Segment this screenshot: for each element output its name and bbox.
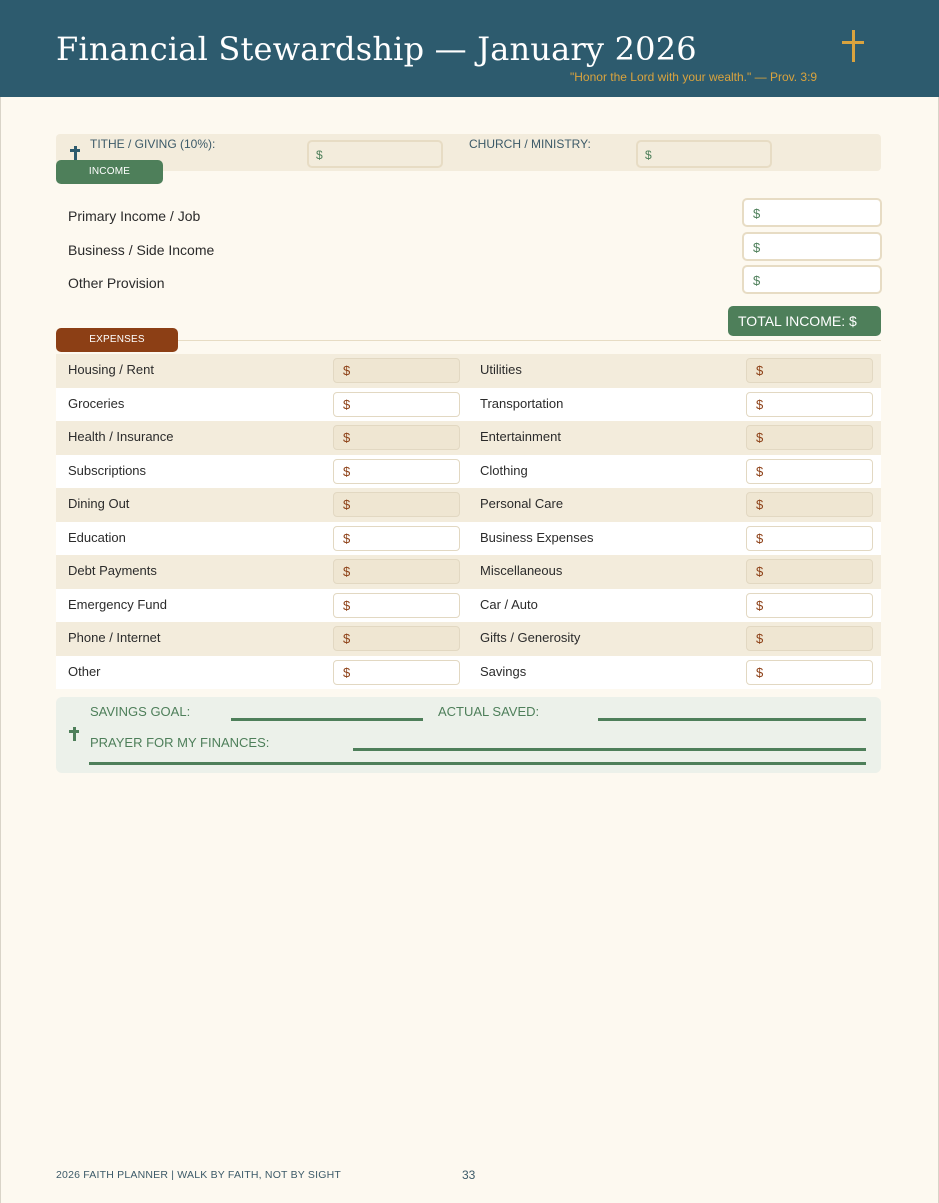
expense-label: Debt Payments	[68, 563, 157, 578]
expense-label: Gifts / Generosity	[480, 630, 581, 645]
expense-amount-field[interactable]	[746, 459, 873, 484]
expense-amount-field[interactable]	[333, 593, 460, 618]
expense-label: Groceries	[68, 395, 125, 411]
expense-label: Dining Out	[68, 496, 130, 511]
expense-amount-field[interactable]	[333, 425, 460, 450]
expense-row	[56, 488, 881, 522]
footer-text: 2026 FAITH PLANNER | WALK BY FAITH, NOT BY SIGHT	[56, 1169, 342, 1181]
dollar-sign: $	[343, 363, 351, 378]
expense-amount-field[interactable]	[746, 660, 873, 685]
expense-label: Car / Auto	[480, 596, 538, 612]
cross-icon	[842, 30, 864, 62]
dollar-sign: $	[343, 597, 351, 613]
dollar-sign: $	[756, 463, 764, 479]
expense-amount-field[interactable]	[333, 660, 460, 685]
expense-amount-field[interactable]	[746, 593, 873, 618]
prayer-line-2[interactable]	[89, 762, 866, 765]
expense-label: Transportation	[480, 395, 564, 411]
expense-row	[56, 589, 881, 623]
income-tag: INCOME	[56, 160, 163, 184]
page-number: 33	[462, 1168, 476, 1182]
dollar-sign: $	[756, 497, 764, 512]
divider	[178, 340, 881, 341]
expense-row	[56, 555, 881, 589]
expense-amount-field[interactable]	[746, 392, 873, 417]
dollar-sign: $	[753, 206, 761, 221]
expenses-tag: EXPENSES	[56, 328, 178, 352]
savings-goal-line[interactable]	[231, 718, 423, 721]
expense-amount-field[interactable]	[746, 492, 873, 517]
expense-amount-field[interactable]	[333, 526, 460, 551]
dollar-sign: $	[343, 530, 351, 546]
expense-amount-field[interactable]	[333, 492, 460, 517]
income-label-other: Other Provision	[68, 275, 165, 291]
dollar-sign: $	[753, 240, 761, 255]
dollar-sign: $	[756, 564, 764, 579]
dollar-sign: $	[343, 497, 351, 512]
dollar-sign: $	[756, 664, 764, 680]
dollar-sign: $	[756, 396, 764, 412]
expense-label: Utilities	[480, 362, 522, 377]
dollar-sign: $	[343, 564, 351, 579]
expense-amount-field[interactable]	[746, 559, 873, 584]
dollar-sign: $	[756, 530, 764, 546]
expense-row	[56, 522, 881, 556]
dollar-sign: $	[753, 273, 761, 288]
page-header	[0, 0, 939, 97]
expense-amount-field[interactable]	[333, 459, 460, 484]
prayer-label: PRAYER FOR MY FINANCES:	[90, 735, 270, 750]
dollar-sign: $	[343, 430, 351, 445]
dollar-sign: $	[343, 631, 351, 646]
cross-icon	[70, 146, 80, 160]
prayer-line[interactable]	[353, 748, 866, 751]
expense-row	[56, 354, 881, 388]
expenses-table	[56, 354, 881, 689]
expense-row	[56, 656, 881, 690]
expense-label: Clothing	[480, 462, 528, 478]
expense-amount-field[interactable]	[333, 358, 460, 383]
actual-saved-label: ACTUAL SAVED:	[438, 704, 540, 719]
expense-row	[56, 421, 881, 455]
dollar-sign: $	[756, 363, 764, 378]
expense-label: Entertainment	[480, 429, 561, 444]
tithe-field[interactable]	[307, 140, 443, 168]
dollar-sign: $	[645, 148, 652, 162]
expense-row	[56, 388, 881, 422]
income-field-primary[interactable]	[742, 198, 882, 227]
expense-row	[56, 622, 881, 656]
expense-amount-field[interactable]	[333, 559, 460, 584]
expense-label: Miscellaneous	[480, 563, 563, 578]
expense-row	[56, 455, 881, 489]
expense-label: Savings	[480, 663, 527, 679]
expense-amount-field[interactable]	[333, 626, 460, 651]
expense-label: Subscriptions	[68, 462, 147, 478]
income-field-other[interactable]	[742, 265, 882, 294]
expense-label: Business Expenses	[480, 529, 594, 545]
actual-saved-line[interactable]	[598, 718, 866, 721]
expense-label: Other	[68, 663, 101, 679]
expense-label: Personal Care	[480, 496, 564, 511]
church-ministry-field[interactable]	[636, 140, 772, 168]
income-label-business: Business / Side Income	[68, 242, 215, 258]
expense-label: Phone / Internet	[68, 630, 161, 645]
dollar-sign: $	[316, 148, 323, 162]
expense-amount-field[interactable]	[746, 358, 873, 383]
expense-amount-field[interactable]	[333, 392, 460, 417]
cross-icon	[69, 727, 79, 741]
church-ministry-label: CHURCH / MINISTRY:	[469, 137, 591, 151]
dollar-sign: $	[756, 430, 764, 445]
header-verse: "Honor the Lord with your wealth." — Prov. 3:9	[570, 70, 818, 84]
expense-amount-field[interactable]	[746, 425, 873, 450]
savings-goal-label: SAVINGS GOAL:	[90, 704, 191, 719]
expense-label: Emergency Fund	[68, 596, 167, 612]
expense-amount-field[interactable]	[746, 626, 873, 651]
total-income-field[interactable]: TOTAL INCOME: $	[728, 306, 881, 336]
tithe-label: TITHE / GIVING (10%):	[90, 137, 216, 151]
dollar-sign: $	[343, 396, 351, 412]
expense-amount-field[interactable]	[746, 526, 873, 551]
expense-label: Health / Insurance	[68, 429, 174, 444]
income-field-business[interactable]	[742, 232, 882, 261]
expense-label: Education	[68, 529, 126, 545]
income-label-primary: Primary Income / Job	[68, 208, 201, 224]
dollar-sign: $	[343, 664, 351, 680]
dollar-sign: $	[756, 631, 764, 646]
dollar-sign: $	[343, 463, 351, 479]
dollar-sign: $	[756, 597, 764, 613]
page-title: Financial Stewardship — January 2026	[56, 30, 697, 68]
expense-label: Housing / Rent	[68, 362, 154, 377]
